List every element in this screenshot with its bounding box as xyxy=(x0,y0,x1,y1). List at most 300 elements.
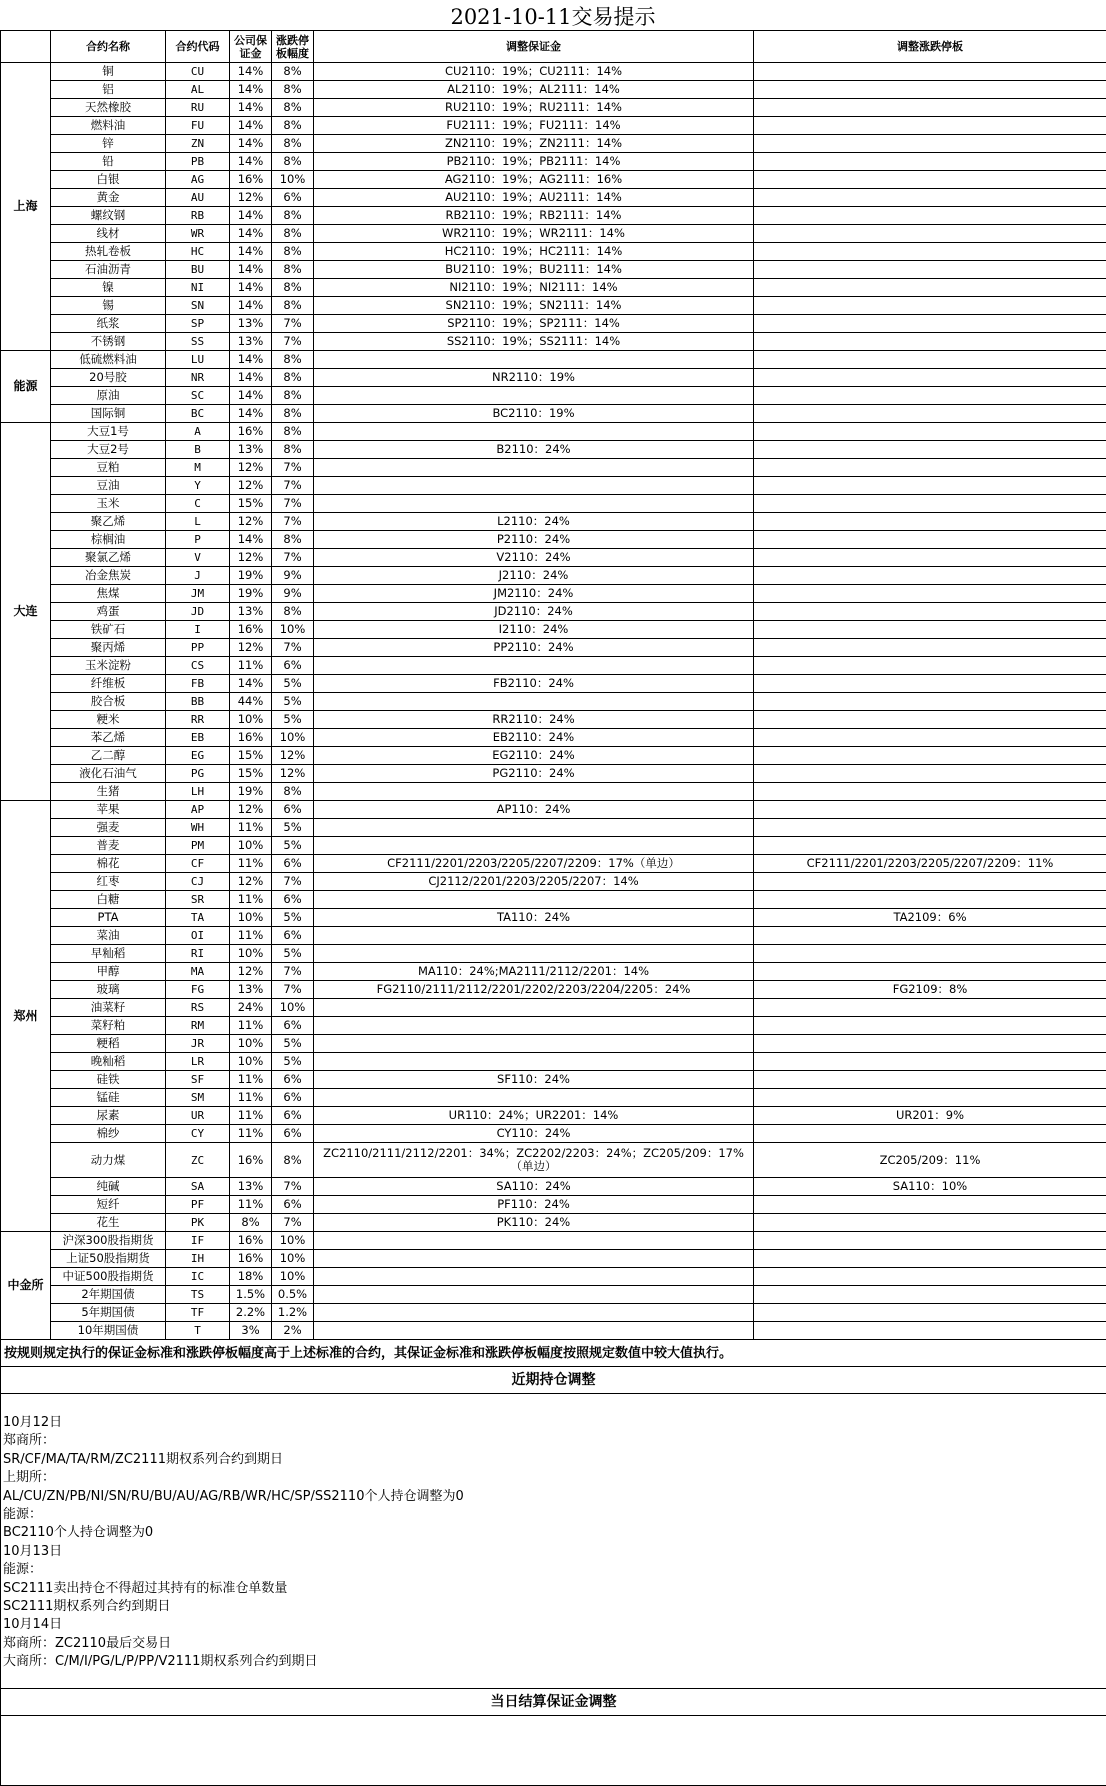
company-margin: 24% xyxy=(230,999,272,1017)
adjusted-limit xyxy=(754,945,1106,963)
adjusted-limit: UR201：9% xyxy=(754,1107,1106,1125)
contract-name: 低硫燃料油 xyxy=(51,351,166,369)
contract-name: 苯乙烯 xyxy=(51,729,166,747)
price-limit: 8% xyxy=(272,297,314,315)
contract-name: PTA xyxy=(51,909,166,927)
table-row xyxy=(1,801,1106,819)
price-limit: 10% xyxy=(272,1250,314,1268)
adjusted-margin: TA110：24% xyxy=(314,909,754,927)
table-row xyxy=(1,1196,1106,1214)
contract-code: BU xyxy=(166,261,230,279)
contract-name: 早籼稻 xyxy=(51,945,166,963)
adjusted-margin: FB2110：24% xyxy=(314,675,754,693)
price-limit: 7% xyxy=(272,495,314,513)
company-margin: 3% xyxy=(230,1322,272,1340)
contract-code: OI xyxy=(166,927,230,945)
price-limit: 10% xyxy=(272,621,314,639)
contract-name: 粳稻 xyxy=(51,1035,166,1053)
company-margin: 12% xyxy=(230,639,272,657)
price-limit: 6% xyxy=(272,801,314,819)
adjusted-limit xyxy=(754,459,1106,477)
table-row xyxy=(1,603,1106,621)
contract-name: 棉纱 xyxy=(51,1125,166,1143)
adjusted-limit: TA2109：6% xyxy=(754,909,1106,927)
header-contract-name: 合约名称 xyxy=(51,31,166,63)
adjusted-margin xyxy=(314,495,754,513)
company-margin: 14% xyxy=(230,225,272,243)
price-limit: 7% xyxy=(272,477,314,495)
company-margin: 11% xyxy=(230,1017,272,1035)
adjusted-limit xyxy=(754,549,1106,567)
contract-name: 2年期国债 xyxy=(51,1286,166,1304)
table-row xyxy=(1,135,1106,153)
adjusted-limit xyxy=(754,1125,1106,1143)
company-margin: 10% xyxy=(230,1035,272,1053)
table-row xyxy=(1,531,1106,549)
table-row xyxy=(1,765,1106,783)
table-row xyxy=(1,621,1106,639)
company-margin: 44% xyxy=(230,693,272,711)
adjusted-limit xyxy=(754,1017,1106,1035)
adjusted-margin xyxy=(314,387,754,405)
contract-name: 冶金焦炭 xyxy=(51,567,166,585)
adjusted-margin: JD2110：24% xyxy=(314,603,754,621)
contract-code: WH xyxy=(166,819,230,837)
adjusted-margin: EB2110：24% xyxy=(314,729,754,747)
contract-name: 豆粕 xyxy=(51,459,166,477)
company-margin: 8% xyxy=(230,1214,272,1232)
price-limit: 6% xyxy=(272,1017,314,1035)
table-row xyxy=(1,351,1106,369)
contract-name: 甲醇 xyxy=(51,963,166,981)
price-limit: 7% xyxy=(272,333,314,351)
adjusted-margin xyxy=(314,927,754,945)
adjusted-limit xyxy=(754,621,1106,639)
company-margin: 12% xyxy=(230,189,272,207)
table-row xyxy=(1,189,1106,207)
settlement-section-header xyxy=(1,1689,1106,1716)
adjusted-margin: SA110：24% xyxy=(314,1178,754,1196)
table-row xyxy=(1,549,1106,567)
price-limit: 5% xyxy=(272,945,314,963)
table-row xyxy=(1,783,1106,801)
contract-code: I xyxy=(166,621,230,639)
contract-code: Y xyxy=(166,477,230,495)
contract-code: SS xyxy=(166,333,230,351)
adjusted-limit xyxy=(754,1322,1106,1340)
table-row xyxy=(1,819,1106,837)
contract-name: 铅 xyxy=(51,153,166,171)
contract-name: 纸浆 xyxy=(51,315,166,333)
contract-code: RB xyxy=(166,207,230,225)
position-notes-cell xyxy=(1,1394,1106,1689)
table-row xyxy=(1,99,1106,117)
settlement-section-title: 当日结算保证金调整 xyxy=(1,1689,1106,1716)
adjusted-margin xyxy=(314,1053,754,1071)
table-row xyxy=(1,225,1106,243)
adjusted-margin: FG2110/2111/2112/2201/2202/2203/2204/2205：24% xyxy=(314,981,754,999)
contract-code: BC xyxy=(166,405,230,423)
contract-code: UR xyxy=(166,1107,230,1125)
table-row xyxy=(1,1143,1106,1178)
contract-name: 鸡蛋 xyxy=(51,603,166,621)
company-margin: 14% xyxy=(230,243,272,261)
contract-code: CU xyxy=(166,63,230,81)
adjusted-limit xyxy=(754,477,1106,495)
contract-code: V xyxy=(166,549,230,567)
company-margin: 14% xyxy=(230,99,272,117)
adjusted-limit xyxy=(754,99,1106,117)
price-limit: 8% xyxy=(272,243,314,261)
note-line: SR/CF/MA/TA/RM/ZC2111期权系列合约到期日 xyxy=(1,1451,1106,1469)
adjusted-limit xyxy=(754,693,1106,711)
adjusted-margin: SP2110：19%；SP2111：14% xyxy=(314,315,754,333)
company-margin: 11% xyxy=(230,657,272,675)
table-row xyxy=(1,963,1106,981)
contract-code: B xyxy=(166,441,230,459)
adjusted-margin: FU2111：19%；FU2111：14% xyxy=(314,117,754,135)
adjusted-limit xyxy=(754,1053,1106,1071)
company-margin: 16% xyxy=(230,171,272,189)
adjusted-margin xyxy=(314,891,754,909)
exchange-group-label: 上海 xyxy=(1,63,51,351)
price-limit: 8% xyxy=(272,531,314,549)
adjusted-margin xyxy=(314,1250,754,1268)
price-limit: 7% xyxy=(272,459,314,477)
adjusted-limit xyxy=(754,999,1106,1017)
table-row xyxy=(1,855,1106,873)
table-row xyxy=(1,1035,1106,1053)
contract-code: RM xyxy=(166,1017,230,1035)
contract-code: NR xyxy=(166,369,230,387)
price-limit: 8% xyxy=(272,783,314,801)
header-adjusted-limit: 调整涨跌停板 xyxy=(754,31,1106,63)
contract-name: 强麦 xyxy=(51,819,166,837)
table-row xyxy=(1,459,1106,477)
price-limit: 8% xyxy=(272,99,314,117)
table-row xyxy=(1,1178,1106,1196)
company-margin: 13% xyxy=(230,315,272,333)
price-limit: 6% xyxy=(272,1089,314,1107)
price-limit: 6% xyxy=(272,855,314,873)
company-margin: 11% xyxy=(230,1071,272,1089)
table-row xyxy=(1,441,1106,459)
table-row xyxy=(1,639,1106,657)
note-line: BC2110个人持仓调整为0 xyxy=(1,1524,1106,1542)
company-margin: 14% xyxy=(230,81,272,99)
company-margin: 16% xyxy=(230,1143,272,1178)
adjusted-limit xyxy=(754,261,1106,279)
company-margin: 14% xyxy=(230,117,272,135)
contract-name: 普麦 xyxy=(51,837,166,855)
company-margin: 11% xyxy=(230,891,272,909)
company-margin: 14% xyxy=(230,405,272,423)
adjusted-limit xyxy=(754,495,1106,513)
adjusted-limit xyxy=(754,657,1106,675)
contract-name: 焦煤 xyxy=(51,585,166,603)
adjusted-limit xyxy=(754,117,1106,135)
adjusted-limit xyxy=(754,423,1106,441)
price-limit: 9% xyxy=(272,567,314,585)
contract-name: 液化石油气 xyxy=(51,765,166,783)
contract-name: 白银 xyxy=(51,171,166,189)
adjusted-margin xyxy=(314,999,754,1017)
company-margin: 15% xyxy=(230,495,272,513)
adjusted-margin xyxy=(314,819,754,837)
price-limit: 7% xyxy=(272,1178,314,1196)
price-limit: 5% xyxy=(272,693,314,711)
contract-code: HC xyxy=(166,243,230,261)
table-row xyxy=(1,297,1106,315)
table-row xyxy=(1,1250,1106,1268)
note-line: SC2111卖出持仓不得超过其持有的标准仓单数量 xyxy=(1,1580,1106,1598)
contract-code: CY xyxy=(166,1125,230,1143)
contract-name: 尿素 xyxy=(51,1107,166,1125)
contract-code: SP xyxy=(166,315,230,333)
adjusted-margin: SF110：24% xyxy=(314,1071,754,1089)
footnote-row xyxy=(1,1340,1106,1367)
contract-name: 生猪 xyxy=(51,783,166,801)
adjusted-margin: ZC2110/2111/2112/2201：34%；ZC2202/2203：24%；ZC205/209：17%（单边） xyxy=(314,1143,754,1178)
contract-name: 棕榈油 xyxy=(51,531,166,549)
table-row xyxy=(1,153,1106,171)
adjusted-margin: PF110：24% xyxy=(314,1196,754,1214)
table-row xyxy=(1,693,1106,711)
contract-name: 热轧卷板 xyxy=(51,243,166,261)
company-margin: 10% xyxy=(230,1053,272,1071)
position-notes-row xyxy=(1,1394,1106,1689)
price-limit: 6% xyxy=(272,1196,314,1214)
price-limit: 5% xyxy=(272,909,314,927)
contract-code: MA xyxy=(166,963,230,981)
settlement-content xyxy=(1,1716,1106,1786)
adjusted-limit xyxy=(754,1304,1106,1322)
company-margin: 12% xyxy=(230,549,272,567)
company-margin: 19% xyxy=(230,783,272,801)
adjusted-limit xyxy=(754,801,1106,819)
adjusted-limit xyxy=(754,873,1106,891)
table-row xyxy=(1,333,1106,351)
table-row xyxy=(1,423,1106,441)
table-row xyxy=(1,405,1106,423)
table-row xyxy=(1,873,1106,891)
adjusted-margin: RU2110：19%；RU2111：14% xyxy=(314,99,754,117)
price-limit: 0.5% xyxy=(272,1286,314,1304)
table-row xyxy=(1,999,1106,1017)
contract-code: LH xyxy=(166,783,230,801)
contract-code: PG xyxy=(166,765,230,783)
note-line: SC2111期权系列合约到期日 xyxy=(1,1598,1106,1616)
adjusted-margin xyxy=(314,1017,754,1035)
company-margin: 14% xyxy=(230,207,272,225)
company-margin: 11% xyxy=(230,1196,272,1214)
note-line: 能源： xyxy=(1,1561,1106,1579)
adjusted-margin: AP110：24% xyxy=(314,801,754,819)
note-line: 郑商所： xyxy=(1,1432,1106,1450)
contract-name: 国际铜 xyxy=(51,405,166,423)
price-limit: 8% xyxy=(272,423,314,441)
adjusted-limit xyxy=(754,1035,1106,1053)
price-limit: 6% xyxy=(272,189,314,207)
footnote: 按规则规定执行的保证金标准和涨跌停板幅度高于上述标准的合约，其保证金标准和涨跌停板幅度按照规定数值中较大值执行。 xyxy=(1,1340,1106,1367)
contract-name: 粳米 xyxy=(51,711,166,729)
contract-name: 铜 xyxy=(51,63,166,81)
contract-name: 20号胶 xyxy=(51,369,166,387)
contract-code: ZN xyxy=(166,135,230,153)
contract-code: PB xyxy=(166,153,230,171)
contract-name: 线材 xyxy=(51,225,166,243)
price-limit: 8% xyxy=(272,441,314,459)
adjusted-limit xyxy=(754,1268,1106,1286)
adjusted-margin: CF2111/2201/2203/2205/2207/2209：17%（单边） xyxy=(314,855,754,873)
table-row xyxy=(1,387,1106,405)
adjusted-margin: AU2110：19%；AU2111：14% xyxy=(314,189,754,207)
adjusted-margin xyxy=(314,945,754,963)
table-row xyxy=(1,261,1106,279)
adjusted-limit xyxy=(754,891,1106,909)
price-limit: 8% xyxy=(272,135,314,153)
adjusted-limit: CF2111/2201/2203/2205/2207/2209：11% xyxy=(754,855,1106,873)
contract-name: 棉花 xyxy=(51,855,166,873)
contract-name: 上证50股指期货 xyxy=(51,1250,166,1268)
adjusted-margin: HC2110：19%；HC2111：14% xyxy=(314,243,754,261)
contract-code: P xyxy=(166,531,230,549)
price-limit: 10% xyxy=(272,729,314,747)
adjusted-margin xyxy=(314,423,754,441)
adjusted-limit: ZC205/209：11% xyxy=(754,1143,1106,1178)
contract-code: JR xyxy=(166,1035,230,1053)
contract-name: 苹果 xyxy=(51,801,166,819)
contract-code: SN xyxy=(166,297,230,315)
adjusted-limit xyxy=(754,1214,1106,1232)
company-margin: 13% xyxy=(230,603,272,621)
contract-name: 菜籽粕 xyxy=(51,1017,166,1035)
adjusted-limit xyxy=(754,531,1106,549)
price-limit: 5% xyxy=(272,711,314,729)
company-margin: 14% xyxy=(230,531,272,549)
header-adjusted-margin: 调整保证金 xyxy=(314,31,754,63)
adjusted-limit xyxy=(754,225,1106,243)
contract-name: 聚氯乙烯 xyxy=(51,549,166,567)
adjusted-margin: RR2110：24% xyxy=(314,711,754,729)
company-margin: 11% xyxy=(230,1125,272,1143)
adjusted-margin: WR2110：19%；WR2111：14% xyxy=(314,225,754,243)
company-margin: 15% xyxy=(230,765,272,783)
price-limit: 8% xyxy=(272,1143,314,1178)
company-margin: 2.2% xyxy=(230,1304,272,1322)
contract-name: 锌 xyxy=(51,135,166,153)
table-row xyxy=(1,1322,1106,1340)
company-margin: 11% xyxy=(230,819,272,837)
adjusted-limit xyxy=(754,1250,1106,1268)
table-row xyxy=(1,675,1106,693)
adjusted-limit xyxy=(754,963,1106,981)
contract-name: 短纤 xyxy=(51,1196,166,1214)
contract-code: BB xyxy=(166,693,230,711)
contract-code: RR xyxy=(166,711,230,729)
price-limit: 8% xyxy=(272,225,314,243)
adjusted-margin xyxy=(314,477,754,495)
adjusted-margin: MA110：24%;MA2111/2112/2201：14% xyxy=(314,963,754,981)
contract-code: LU xyxy=(166,351,230,369)
position-section-header xyxy=(1,1367,1106,1394)
contract-name: 不锈钢 xyxy=(51,333,166,351)
contract-code: A xyxy=(166,423,230,441)
contract-code: SF xyxy=(166,1071,230,1089)
header-contract-code: 合约代码 xyxy=(166,31,230,63)
table-row xyxy=(1,369,1106,387)
contract-code: AL xyxy=(166,81,230,99)
price-limit: 7% xyxy=(272,873,314,891)
table-row xyxy=(1,567,1106,585)
adjusted-limit xyxy=(754,1071,1106,1089)
company-margin: 19% xyxy=(230,585,272,603)
company-margin: 14% xyxy=(230,369,272,387)
contract-code: T xyxy=(166,1322,230,1340)
adjusted-limit xyxy=(754,81,1106,99)
table-row xyxy=(1,981,1106,999)
contract-name: 菜油 xyxy=(51,927,166,945)
table-row xyxy=(1,513,1106,531)
adjusted-margin xyxy=(314,459,754,477)
adjusted-limit xyxy=(754,711,1106,729)
table-row xyxy=(1,1107,1106,1125)
exchange-group-label: 中金所 xyxy=(1,1232,51,1340)
table-row xyxy=(1,81,1106,99)
contract-code: CF xyxy=(166,855,230,873)
adjusted-limit xyxy=(754,279,1106,297)
adjusted-limit xyxy=(754,207,1106,225)
company-margin: 14% xyxy=(230,63,272,81)
contract-name: 中证500股指期货 xyxy=(51,1268,166,1286)
price-limit: 6% xyxy=(272,1125,314,1143)
contract-code: IF xyxy=(166,1232,230,1250)
contract-name: 黄金 xyxy=(51,189,166,207)
exchange-group-label: 大连 xyxy=(1,423,51,801)
price-limit: 2% xyxy=(272,1322,314,1340)
contract-code: SC xyxy=(166,387,230,405)
price-limit: 8% xyxy=(272,405,314,423)
adjusted-limit: FG2109：8% xyxy=(754,981,1106,999)
contract-code: SR xyxy=(166,891,230,909)
company-margin: 16% xyxy=(230,423,272,441)
contract-name: 硅铁 xyxy=(51,1071,166,1089)
contract-name: 锰硅 xyxy=(51,1089,166,1107)
adjusted-limit xyxy=(754,135,1106,153)
adjusted-margin: NI2110：19%；NI2111：14% xyxy=(314,279,754,297)
contract-code: TF xyxy=(166,1304,230,1322)
contract-name: 玉米 xyxy=(51,495,166,513)
contract-code: M xyxy=(166,459,230,477)
price-limit: 7% xyxy=(272,963,314,981)
company-margin: 13% xyxy=(230,441,272,459)
contract-name: 玉米淀粉 xyxy=(51,657,166,675)
adjusted-margin xyxy=(314,693,754,711)
price-limit: 8% xyxy=(272,117,314,135)
contract-name: 油菜籽 xyxy=(51,999,166,1017)
contract-code: JM xyxy=(166,585,230,603)
table-row xyxy=(1,1232,1106,1250)
table-row xyxy=(1,1125,1106,1143)
adjusted-margin xyxy=(314,1089,754,1107)
company-margin: 12% xyxy=(230,963,272,981)
company-margin: 14% xyxy=(230,153,272,171)
table-row xyxy=(1,117,1106,135)
adjusted-limit xyxy=(754,729,1106,747)
company-margin: 11% xyxy=(230,927,272,945)
contract-code: PP xyxy=(166,639,230,657)
price-limit: 6% xyxy=(272,927,314,945)
